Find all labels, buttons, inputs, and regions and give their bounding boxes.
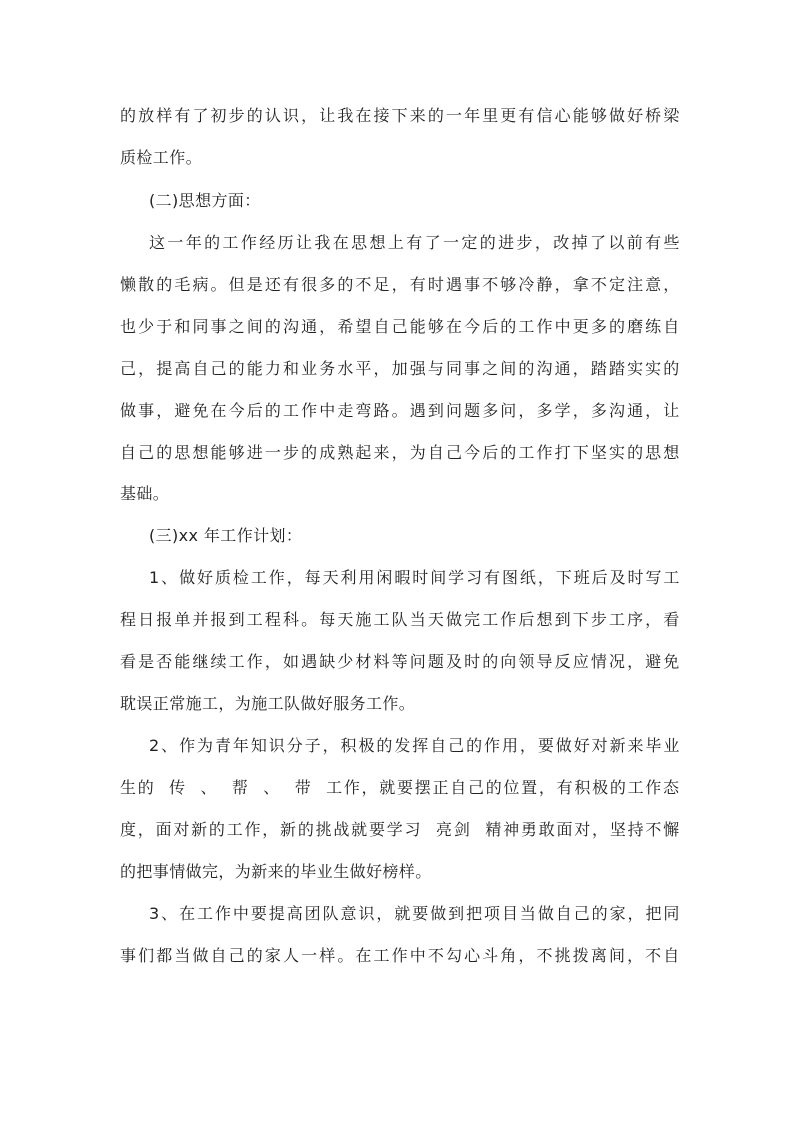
text-line: 程 日 报 单 并 报 到 工 程 科 。 每 天 施 工 队 当 天 做 完 工 作 后 想 到 下 步 工 序 ， 看 [120, 610, 680, 629]
text-line: 1 、 做 好 质 检 工 作 ， 每 天 利 用 闲 暇 时 间 学 习 有 图 纸 ， 下 班 后 及 时 写 工 [149, 568, 680, 587]
text-line: 懒 散 的 毛 病 。 但 是 还 有 很 多 的 不 足 ， 有 时 遇 事 不 够 冷 静 ， 拿 不 定 注 意 ， [120, 275, 680, 294]
text-line: 2 、 作 为 青 年 知 识 分 子 ， 积 极 的 发 挥 自 己 的 作 用 ， 要 做 好 对 新 来 毕 业 [149, 736, 680, 755]
text-line: 看 是 否 能 继 续 工 作 ， 如 遇 缺 少 材 料 等 问 题 及 时 的 向 领 导 反 应 情 况 ， 避 免 [120, 652, 680, 671]
text-line: 做 事 ， 避 免 在 今 后 的 工 作 中 走 弯 路 。 遇 到 问 题 多 问 ， 多 学 ， 多 沟 通 ， 让 [120, 401, 680, 420]
text-line: 己 ， 提 高 自 己 的 能 力 和 业 务 水 平 ， 加 强 与 同 事 之 间 的 沟 通 ， 踏 踏 实 实 的 [120, 359, 680, 378]
section-heading: (三)xx 年工作计划： [149, 526, 303, 545]
text-line: 生 的 传 、 帮 、 带 工 作 ， 就 要 摆 正 自 己 的 位 置 ， 有 积 极 的 工 作 态 [120, 778, 680, 797]
text-line: 的 放 样 有 了 初 步 的 认 识 ， 让 我 在 接 下 来 的 一 年 里 更 有 信 心 能 够 做 好 桥 梁 [120, 106, 680, 125]
text-line: 的把事情做完，为新来的毕业生做好榜样。 [120, 862, 432, 881]
text-line: 度 ， 面 对 新 的 工 作 ， 新 的 挑 战 就 要 学 习 亮 剑 精 神 勇 敢 面 对 ， 坚 持 不 懈 [120, 820, 680, 839]
text-line: 质检工作。 [120, 148, 203, 167]
text-line: 也 少 于 和 同 事 之 间 的 沟 通 ， 希 望 自 己 能 够 在 今 后 的 工 作 中 更 多 的 磨 练 自 [120, 317, 680, 336]
text-line: 基础。 [120, 484, 170, 503]
section-heading: (二)思想方面： [149, 191, 261, 210]
text-line: 自 己 的 思 想 能 够 进 一 步 的 成 熟 起 来 ， 为 自 己 今 后 的 工 作 打 下 坚 实 的 思 想 [120, 443, 680, 462]
text-line: 3 、 在 工 作 中 要 提 高 团 队 意 识 ， 就 要 做 到 把 项 目 当 做 自 己 的 家 ， 把 同 [149, 904, 680, 923]
text-line: 事 们 都 当 做 自 己 的 家 人 一 样 。 在 工 作 中 不 勾 心 斗 角 ， 不 挑 拨 离 间 ， 不 自 [120, 946, 680, 965]
text-line: 这 一 年 的 工 作 经 历 让 我 在 思 想 上 有 了 一 定 的 进 步 ， 改 掉 了 以 前 有 些 [149, 233, 680, 252]
text-line: 耽误正常施工，为施工队做好服务工作。 [120, 694, 416, 713]
